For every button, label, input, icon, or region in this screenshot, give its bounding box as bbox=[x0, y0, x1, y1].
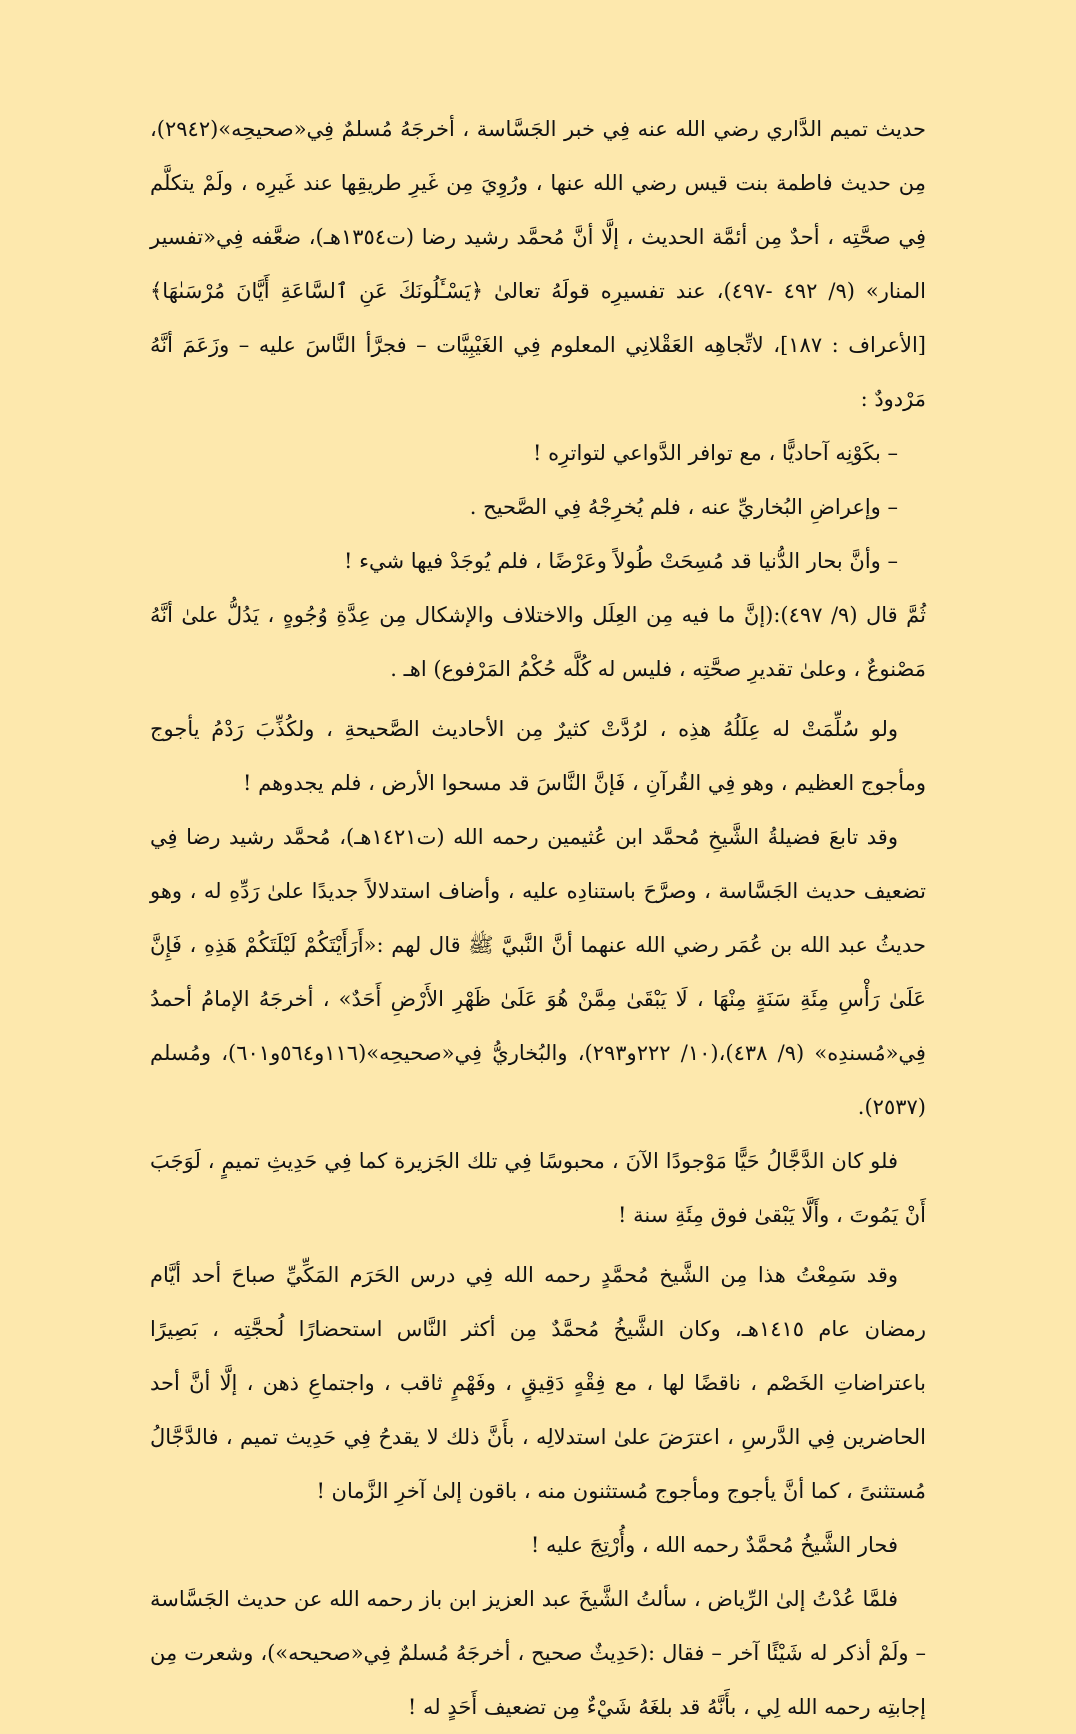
paragraph-ibn-baz: فلمَّا عُدْتُ إلىٰ الرِّياض ، سألتُ الشَّيخَ عبد العزيز ابن باز رحمه الله عن حديث الجَسَّاسة – ولَمْ أذكر له شَيْئًا آخر – فقال :(حَدِيثٌ صحيح ، أخرجَهُ مُسلمٌ فِي«صحيحه»)، وشعرت مِن إجابتِه رحمه الله لِي ، بأَنَّهُ قد بلغَهُ شَيْءٌ مِن تضعيف أَحَدٍ له ! bbox=[150, 1587, 926, 1719]
paragraph-lesson: وقد سَمِعْتُ هذا مِن الشَّيخ مُحمَّدٍ رحمه الله فِي درس الحَرَم المَكِّيِّ صباحَ أحد أيَّام رمضان عام ١٤١٥هـ، وكان الشَّيخُ مُحمَّدٌ مِن أكثر النَّاس استحضارًا لُحجَّتِه ، بَصِيرًا باعتراضاتِ الخَصْم ، ناقضًا لها ، مع فِقْهٍ دَقِيقٍ ، وفَهْمٍ ثاقب ، واجتماعِ ذهن ، إلَّا أنَّ أحد الحاضرين فِي الدَّرسِ ، اعترَضَ علىٰ استدلالِه ، بأَنَّ ذلك لا يقدحُ فِي حَدِيث تميم ، فالدَّجَّالُ مُستثنىً ، كما أنَّ يأجوج ومأجوج مُستثنون منه ، باقون إلىٰ آخرِ الزَّمان ! bbox=[150, 1263, 927, 1503]
paragraph-quote-rida: ثُمَّ قال (٩/ ٤٩٧):(إنَّ ما فيه مِن العِلَل والاختلاف والإشكال مِن عِدَّةِ وُجُوهٍ ، يَدُلُّ علىٰ أنَّهُ مَصْنوعٌ ، وعلىٰ تقديرِ صحَّتِه ، فليس له كُلَّه حُكْمُ المَرْفوع) اهـ . bbox=[150, 603, 926, 681]
paragraph-sheikh-confused: فحار الشَّيخُ مُحمَّدٌ رحمه الله ، وأُرْتِجَ عليه ! bbox=[530, 1533, 898, 1557]
bullet-seas: – وأنَّ بحار الدُّنيا قد مُسِحَتْ طُولاً وعَرْضًا ، فلم يُوجَدْ فيها شيء ! bbox=[343, 549, 898, 573]
bullet-ahad: – بكَوْنِه آحاديًّا ، مع توافر الدَّواعي لتواترِه ! bbox=[532, 441, 898, 465]
paragraph-rebuttal: ولو سُلِّمَتْ له عِلَلُهُ هذِه ، لرُدَّتْ كثيرٌ مِن الأحاديث الصَّحيحةِ ، ولكُذِّبَ رَدْمُ يأجوج ومأجوج العظيم ، وهو فِي القُرآنِ ، فَإنَّ النَّاسَ قد مسحوا الأرض ، فلم يجدوهم ! bbox=[150, 717, 926, 795]
bullet-bukhari: – وإعراضِ البُخاريِّ عنه ، فلم يُخرِجْهُ فِي الصَّحيح . bbox=[469, 495, 898, 519]
paragraph-jassasa-intro: حديث تميم الدَّاري رضي الله عنه فِي خبر الجَسَّاسة ، أخرجَهُ مُسلمٌ فِي«صحيحِه»(٢٩٤٢)، مِن حديث فاطمة بنت قيس رضي الله عنها ، ورُوِيَ مِن غَيرِ طريقِها عند غَيرِه ، ولَمْ يتكلَّم فِي صحَّتِه ، أحدٌ مِن أئمَّة الحديث ، إلَّا أنَّ مُحمَّد رشيد رضا (ت١٣٥٤هـ)، ضعَّفه فِي«تفسير المنار» (٩/ ٤٩٢ -٤٩٧)، عند تفسيرِه قولَهُ تعالىٰ ﴿يَسْـَٔلُونَكَ عَنِ ٱلسَّاعَةِ أَيَّانَ مُرْسَىٰهَا﴾[الأعراف : ١٨٧]، لاتِّجاهِه العَقْلانِي المعلوم فِي الغَيْبِيَّات – فجرَّأ النَّاسَ عليه – وزَعَمَ أنَّهُ مَرْدودٌ : bbox=[150, 117, 926, 411]
paragraph-uthaymin: وقد تابعَ فضيلةُ الشَّيخِ مُحمَّد ابن عُثيمين رحمه الله (ت١٤٢١هـ)، مُحمَّد رشيد رضا فِي تضعيف حديث الجَسَّاسة ، وصرَّحَ باستنادِه عليه ، وأضاف استدلالاً جديدًا علىٰ رَدِّهِ له ، وهو حديثُ عبد الله بن عُمَر رضي الله عنهما أنَّ النَّبيَّ ﷺ قال لهم :«أَرَأَيْتَكُمْ لَيْلَتَكُمْ هَذِهِ ، فَإِنَّ عَلَىٰ رَأْسِ مِئَةِ سَنَةٍ مِنْهَا ، لَا يَبْقَىٰ مِمَّنْ هُوَ عَلَىٰ ظَهْرِ الأَرْضِ أَحَدٌ» ، أخرجَهُ الإمامُ أحمدُ فِي«مُسندِه» (٩/ ٤٣٨)،(١٠/ ٢٢٢و٢٩٣)، والبُخاريُّ فِي«صحيحِه»(١١٦و٥٦٤و٦٠١)، ومُسلم (٢٥٣٧). bbox=[150, 825, 926, 1119]
paragraph-dajjal-alive: فلو كان الدَّجَّالُ حَيًّا مَوْجودًا الآنَ ، محبوسًا فِي تلك الجَزيرة كما فِي حَدِيثِ تميمٍ ، لَوَجَبَ أَنْ يَمُوتَ ، وأَلَّا يَبْقىٰ فوق مِئَةِ سنة ! bbox=[150, 1149, 926, 1227]
